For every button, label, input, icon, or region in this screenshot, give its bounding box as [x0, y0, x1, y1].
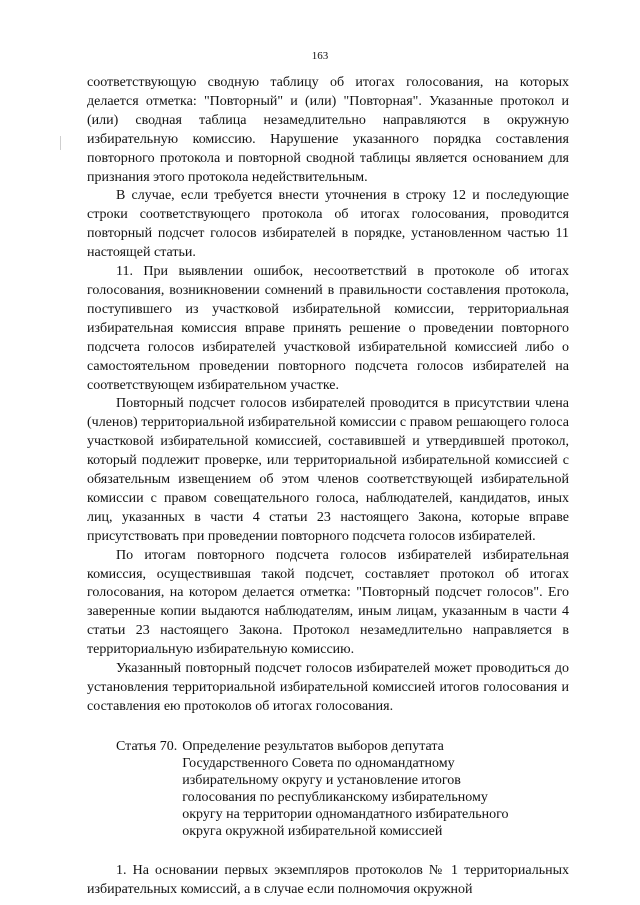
page-number: 163 — [311, 50, 329, 62]
spacer — [87, 840, 569, 862]
paragraph-part-1: 1. На основании первых экземпляров протоколов № 1 территориальных избирательных комиссий, а в случае если полномочия окружной — [87, 862, 569, 897]
article-title-line: Государственного Совета по одномандатному — [182, 755, 455, 771]
article-title-line: округу на территории одномандатного избирательного — [182, 806, 509, 822]
article-title-line: Определение результатов выборов депутата — [182, 738, 444, 754]
article-title-line: избирательному округу и установление итогов — [182, 772, 461, 788]
paragraph-continuation: соответствующую сводную таблицу об итогах голосования, на которых делается отметка: "Повторный" и (или) "Повторная". Указанные протокол и (или) сводная таблица незамедлительно направляются в окружную избирательную комиссию. Нарушение указанного порядка составления повторного протокола и повторной сводной таблицы является основанием для признания этого протокола недействительным. — [87, 75, 569, 185]
paragraph: По итогам повторного подсчета голосов избирателей избирательная комиссия, осуществившая такой подсчет, составляет протокол об итогах голосования, на котором делается отметка: "Повторный подсчет голосов". Его заверенные копии выдаются наблюдателям, иным лицам, указанным в части 4 статьи 23 настоящего Закона. Протокол незамедлительно направляется в территориальную избирательную комиссию. — [87, 547, 569, 658]
article-heading — [87, 738, 569, 840]
article-label: Статья 70. — [116, 738, 178, 754]
paragraph: Повторный подсчет голосов избирателей проводится в присутствии члена (членов) территориальной избирательной комиссии с правом решающего голоса участковой избирательной комиссией, составившей и утвердившей протокол, который подлежит проверке, или территориальной избирательной комиссией с обязательным извещением об этом членов соответствующей избирательной комиссии с правом совещательного голоса, наблюдателей, кандидатов, иных лиц, указанных в части 4 статьи 23 настоящего Закона, которые вправе присутствовать при проведении повторного подсчета голосов избирателей. — [87, 396, 569, 544]
article-title-line: голосования по республиканскому избирательному — [182, 789, 488, 805]
paragraph: Указанный повторный подсчет голосов избирателей может проводиться до установления территориальной избирательной комиссией итогов голосования и составления ею протоколов об итогах голосования. — [87, 661, 569, 714]
margin-mark — [60, 136, 61, 150]
paragraph: В случае, если требуется внести уточнения в строку 12 и последующие строки соответствующего протокола об итогах голосования, проводится повторный подсчет голосов избирателей в порядке, установленном частью 11 настоящей статьи. — [87, 188, 569, 261]
article-title-line: округа окружной избирательной комиссией — [182, 823, 443, 839]
article-title — [177, 738, 512, 840]
document-body — [87, 74, 569, 900]
paragraph-part-11: 11. При выявлении ошибок, несоответствий в протоколе об итогах голосования, возникновении сомнений в правильности составления протокола, поступившего из участковой избирательной комиссии, территориальная избирательная комиссия вправе принять решение о проведении повторного подсчета голосов избирателей участковой избирательной комиссией либо о самостоятельном проведении повторного подсчета голосов избирателей на соответствующем избирательном участке. — [87, 264, 569, 393]
